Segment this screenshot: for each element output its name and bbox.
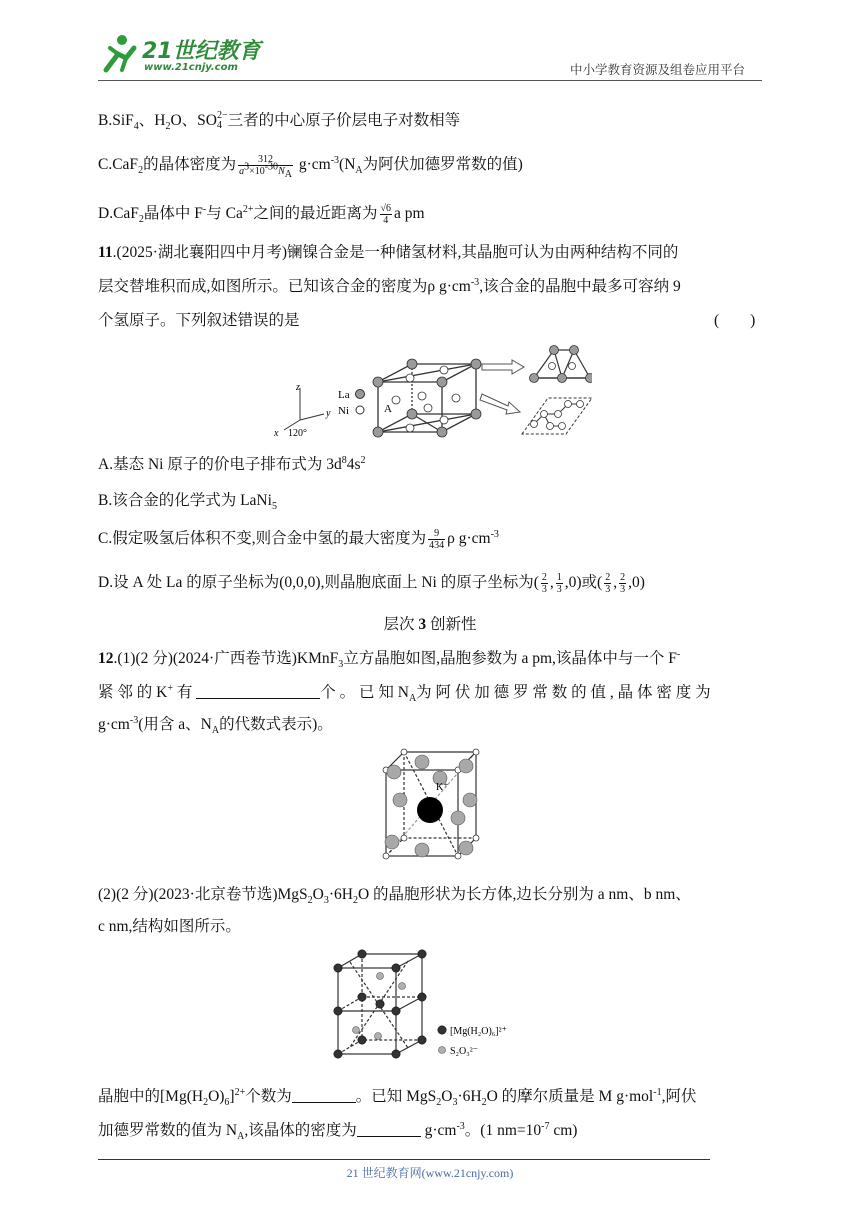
k-ion-label: K⁺ [436,782,449,793]
legend-s2o3-label: S₂O₃²⁻ [450,1046,479,1057]
q12-p1-line1: 12.(1)(2 分)(2024·广西卷节选)KMnF$_3$立方晶胞如图,晶胞参数为 a pm,该晶体中与一个 F- [98,648,681,671]
legend-mg-icon [438,1026,446,1034]
header-platform-text: 中小学教育资源及组卷应用平台 [570,62,746,77]
axis-x: x [274,428,279,439]
q12-kmnf3-figure [374,744,484,868]
q11-stem-line3: 个氢原子。下列叙述错误的是 [98,312,300,329]
q11-stem-line2: 层交替堆积而成,如图所示。已知该合金的密度为ρ $g\cdot cm^{-3}$,该合金的晶胞中最多可容纳 9 [98,276,681,295]
q10-option-c: C.CaF$_2$的晶体密度为 $\frac{312}{a^3\times 10^{-30}N_A}$ $g\cdot cm^{-3}(N_A$为阿伏加德罗常数的值) [98,154,523,180]
q12-p2-line4: 加德罗常数的值为 $N_A$,该晶体的密度为 $g\cdot cm^{-3}$。(1 $nm=10^{-7}$ cm) [98,1120,578,1143]
q11-c-fraction: $\frac{9}{434}$ [429,528,445,551]
logo-url: www.21cnjy.com [144,62,238,73]
logo-title: 21世纪教育 [142,39,261,64]
header-logo [96,30,266,80]
k-ion-icon [417,797,443,823]
legend-la: La [338,389,350,401]
q12-mgs2o3-figure [330,948,530,1068]
q11-crystal-figure [272,342,592,442]
legend-s2o3-icon [439,1047,446,1054]
q11-option-a: A.基态 Ni 原子的价电子排布式为 $3d^84s^2$ [98,454,366,473]
q10-d-fraction: $\frac{√6}{4}$ [380,203,392,226]
q12-p2-line1: (2)(2 分)(2023·北京卷节选)$MgS_2O_3\cdot 6H_2O$ 的晶胞形状为长方体,边长分别为 a nm、b nm、 [98,886,691,907]
q12-p2-line3: 晶胞中的$[Mg(H_2O)_6]^{2+}$个数为 。已知 $MgS_2O_3\cdot 6H_2O$ 的摩尔质量是 M g·mol$^{-1}$,阿伏 [98,1086,697,1109]
axis-z: z [296,382,300,393]
section-title: 层次 3 创新性 [383,616,477,633]
q11-stem-line1: 11.(2025·湖北襄阳四中月考)镧镍合金是一种储氢材料,其晶胞可认为由两种结构不同的 [98,244,679,261]
q12-blank-count[interactable] [196,683,320,699]
legend-mg-label: [Mg(H₂O)₆]²⁺ [450,1026,507,1037]
q12-blank-mg-count[interactable] [292,1087,356,1103]
q10-option-b: B.SiF$_4$、$H_2O$、SO 2− 4 三者的中心原子价层电子对数相等 [98,110,461,133]
legend-ni: Ni [338,405,349,417]
q12-p2-line2: c nm,结构如图所示。 [98,918,241,935]
q11-option-b: B.该合金的化学式为 LaNi$_5$ [98,492,277,513]
q12-p1-line2: 紧 邻 的 K+ 有 个 。 已 知 $N_A$为 阿 伏 加 德 罗 常 数 的 值 , 晶 体 密 度 为 [98,682,711,705]
label-a: A [384,403,392,415]
q12-p1-line3: $g\cdot cm^{-3}$(用含 a、$N_A$的代数式表示)。 [98,714,333,737]
axis-y: y [326,408,331,419]
q12-blank-density[interactable] [357,1121,421,1137]
axis-angle: 120° [288,428,307,439]
q11-answer-paren: ( ) [714,312,756,329]
q11-option-c: C.假定吸氢后体积不变,则合金中氢的最大密度为 $\frac{9}{434}$ ρ $g\cdot cm^{-3}$ [98,528,499,551]
q10-c-fraction: $\frac{312}{a^3\times 10^{-30}N_A}$ [239,154,292,180]
q11-option-d: D.设 A 处 La 的原子坐标为(0,0,0),则晶胞底面上 Ni 的原子坐标为( $\frac{2}{3}$ , $\frac{1}{3}$ ,0)或( $\frac{2}{3}$ , $\frac{2}{3}$ ,0) [98,572,645,595]
q10-option-d: D.CaF$_2$晶体中 F-与 $Ca^{2+}$之间的最近距离为 $\frac{√6}{4}$ a pm [98,203,425,226]
header-divider [98,80,762,81]
footer-text: 21 世纪教育网(www.21cnjy.com) [346,1166,514,1180]
footer-divider [98,1159,710,1160]
